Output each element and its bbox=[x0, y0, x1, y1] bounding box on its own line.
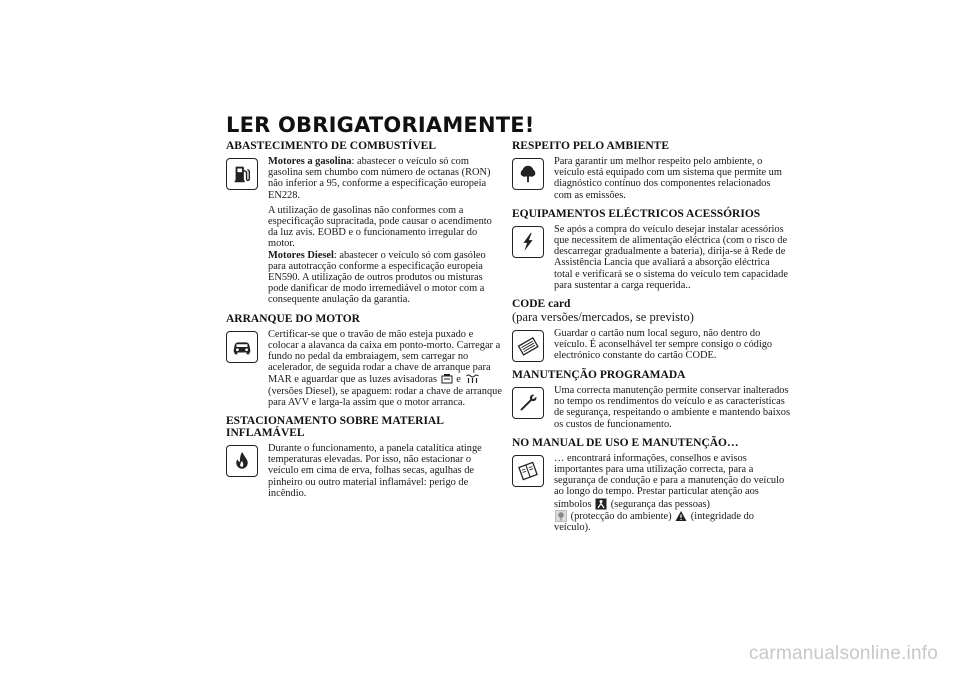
watermark: carmanualsonline.info bbox=[748, 643, 938, 664]
electrical-text: Se após a compra do veículo desejar instalar acessórios que necessitem de alimentação eléctrica (com o risco de descarregar gradualmente a bateria), dirija-se à Rede de Assistência Lancia que avaliará a absorção eléctrica total e verificará se o sistema do veículo tem capacidade para sustentar a carga requerida.. bbox=[554, 223, 788, 291]
environment-symbol-icon bbox=[555, 510, 567, 522]
lightning-icon bbox=[512, 226, 544, 258]
car-icon bbox=[226, 331, 258, 363]
section-parking bbox=[226, 415, 504, 499]
manual-book-icon bbox=[512, 455, 544, 487]
maintenance-text: Uma correcta manutenção permite conservar inalterados no tempo os rendimentos do veículo e as características de segurança, respeitando o ambiente e mantendo baixos os custos de funcionamento. bbox=[554, 385, 791, 430]
section-environment bbox=[512, 140, 790, 201]
section-heading: CODE card bbox=[512, 298, 571, 311]
start-text-and: e bbox=[456, 374, 461, 386]
diesel-label: Motores Diesel bbox=[268, 249, 334, 261]
section-heading: MANUTENÇÃO PROGRAMADA bbox=[512, 369, 686, 382]
manual-text-a: … encontrará informações, conselhos e avisos importantes para uma utilização correcta, para a segurança de condução e para a manutenção do veículo ao longo do tempo. Prestar particular atenção aos símbolos bbox=[554, 452, 785, 510]
parking-text: Durante o funcionamento, a panela catalítica atinge temperaturas elevadas. Por isso, não estacionar o veículo em cima de erva, folhas secas, agulhas de pinheiro ou outro material inflamável: perigo de incêndio. bbox=[268, 443, 482, 499]
section-manual bbox=[512, 437, 790, 533]
tree-icon bbox=[512, 158, 544, 190]
start-text-b: (versões Diesel), se apaguem: rodar a chave de arranque para AVV e larga-la assim que o motor arranca. bbox=[268, 385, 502, 408]
person-safety-icon bbox=[595, 498, 607, 510]
manual-text-c: (protecção do ambiente) bbox=[570, 510, 672, 522]
card-icon bbox=[512, 330, 544, 362]
warning-text: A utilização de gasolinas não conformes com a especificação supracitada, pode causar o acendimento da luz avis. EOBD e o funcionamento irregular do motor. bbox=[268, 204, 492, 250]
fuel-pump-icon bbox=[226, 158, 258, 190]
section-start bbox=[226, 313, 504, 408]
start-text-a: Certificar-se que o travão de mão esteja puxado e colocar a alavanca da caixa em ponto-morto. Carregar a fundo no pedal da embraiagem, sem carregar no acelerador, de seguida rodar a chave de arranque para MAR e aguardar que as luzes avisadoras bbox=[268, 328, 501, 386]
section-fuel bbox=[226, 140, 504, 306]
diesel-text: : abastecer o veículo só com gasóleo para autotracção conforme a especificação europeia EN590. A utilização de outros produtos ou misturas pode danificar de modo irremediável o motor com a consequente anulação da garantia. bbox=[268, 249, 486, 306]
section-heading: ABASTECIMENTO DE COMBUSTÍVEL bbox=[226, 140, 437, 152]
vehicle-integrity-icon bbox=[675, 510, 687, 522]
section-code bbox=[512, 298, 790, 362]
environment-text: Para garantir um melhor respeito pelo ambiente, o veículo está equipado com um sistema que permite um diagnóstico contínuo dos componentes relacionados com as emissões. bbox=[554, 156, 782, 201]
manual-text-d: (integridade do veículo). bbox=[554, 510, 754, 534]
section-subheading: (para versões/mercados, se previsto) bbox=[512, 310, 694, 325]
section-heading: RESPEITO PELO AMBIENTE bbox=[512, 140, 669, 152]
section-heading: NO MANUAL DE USO E MANUTENÇÃO… bbox=[512, 436, 739, 449]
petrol-label: Motores a gasolina bbox=[268, 156, 352, 167]
right-column bbox=[512, 140, 790, 540]
flame-icon bbox=[226, 445, 258, 477]
page-title: LER OBRIGATORIAMENTE! bbox=[226, 113, 535, 137]
section-heading: ESTACIONAMENTO SOBRE MATERIAL INFLAMÁVEL bbox=[226, 415, 444, 440]
code-text: Guardar o cartão num local seguro, não dentro do veículo. É aconselhável ter sempre consigo o código electrónico constante do cartão CODE. bbox=[554, 328, 773, 362]
manual-text-b: (segurança das pessoas) bbox=[610, 498, 710, 510]
wrench-icon bbox=[512, 387, 544, 419]
left-column bbox=[226, 140, 504, 506]
section-maintenance bbox=[512, 369, 790, 430]
section-heading: ARRANQUE DO MOTOR bbox=[226, 312, 360, 325]
glow-plug-icon bbox=[465, 373, 480, 385]
petrol-text: : abastecer o veículo só com gasolina sem chumbo com número de octanas (RON) não inferior a 95, conforme a especificação europeia EN228. bbox=[268, 156, 491, 201]
eobd-icon bbox=[441, 373, 453, 385]
section-heading: EQUIPAMENTOS ELÉCTRICOS ACESSÓRIOS bbox=[512, 207, 761, 220]
section-electrical bbox=[512, 208, 790, 291]
